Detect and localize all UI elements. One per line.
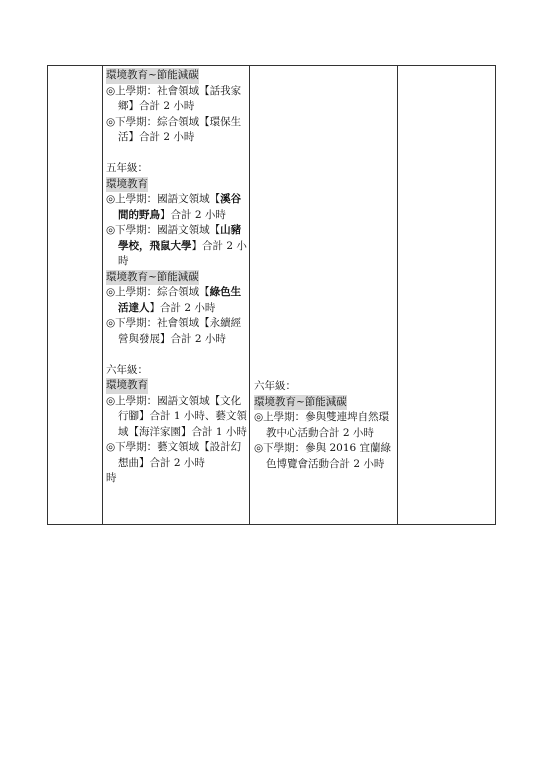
list-item: ◎下學期：綜合領域【環保生活】合計 2 小時 — [106, 115, 242, 143]
column-divider — [397, 66, 398, 524]
list-item: ◎上學期：國語文領域【溪谷間的野鳥】合計 2 小時 — [106, 193, 242, 221]
grade-activities-cell — [103, 66, 249, 487]
list-item: ◎上學期：社會領域【話我家鄉】合計 2 小時 — [106, 84, 242, 112]
school-activities-cell — [251, 377, 397, 472]
plan-table — [47, 65, 496, 525]
list-item: ◎上學期：綜合領域【綠色生活達人】合計 2 小時 — [106, 286, 242, 314]
grade-title: 六年級： — [254, 380, 296, 392]
trailing-text: 時 — [106, 472, 117, 484]
list-item: ◎上學期：國語文領域【文化行腳】合計 1 小時、藝文領域【海洋家園】合計 1 小時 — [106, 394, 247, 438]
section-heading: 環境教育~節能減碳 — [106, 68, 199, 84]
grade-title: 五年級： — [106, 162, 148, 174]
grade-title: 六年級： — [106, 363, 148, 376]
section-heading: 環境教育~節能減碳 — [106, 270, 199, 286]
column-divider — [249, 66, 250, 524]
section-heading: 環境教育~節能減碳 — [254, 395, 347, 411]
list-item: ◎下學期：國語文領域【山豬學校，飛鼠大學】合計 2 小時 — [106, 224, 247, 267]
section-heading: 環境教育 — [106, 177, 148, 193]
list-item: ◎下學期：藝文領域【設計幻想曲】合計 2 小時 — [106, 441, 242, 469]
section-heading: 環境教育 — [106, 378, 148, 394]
list-item: ◎下學期：參與 2016 宜蘭綠色博覽會活動合計 2 小時 — [254, 442, 392, 470]
list-item: ◎上學期：參與雙連埤自然環教中心活動合計 2 小時 — [254, 411, 390, 439]
list-item: ◎下學期：社會領域【永續經營與發展】合計 2 小時 — [106, 317, 242, 345]
